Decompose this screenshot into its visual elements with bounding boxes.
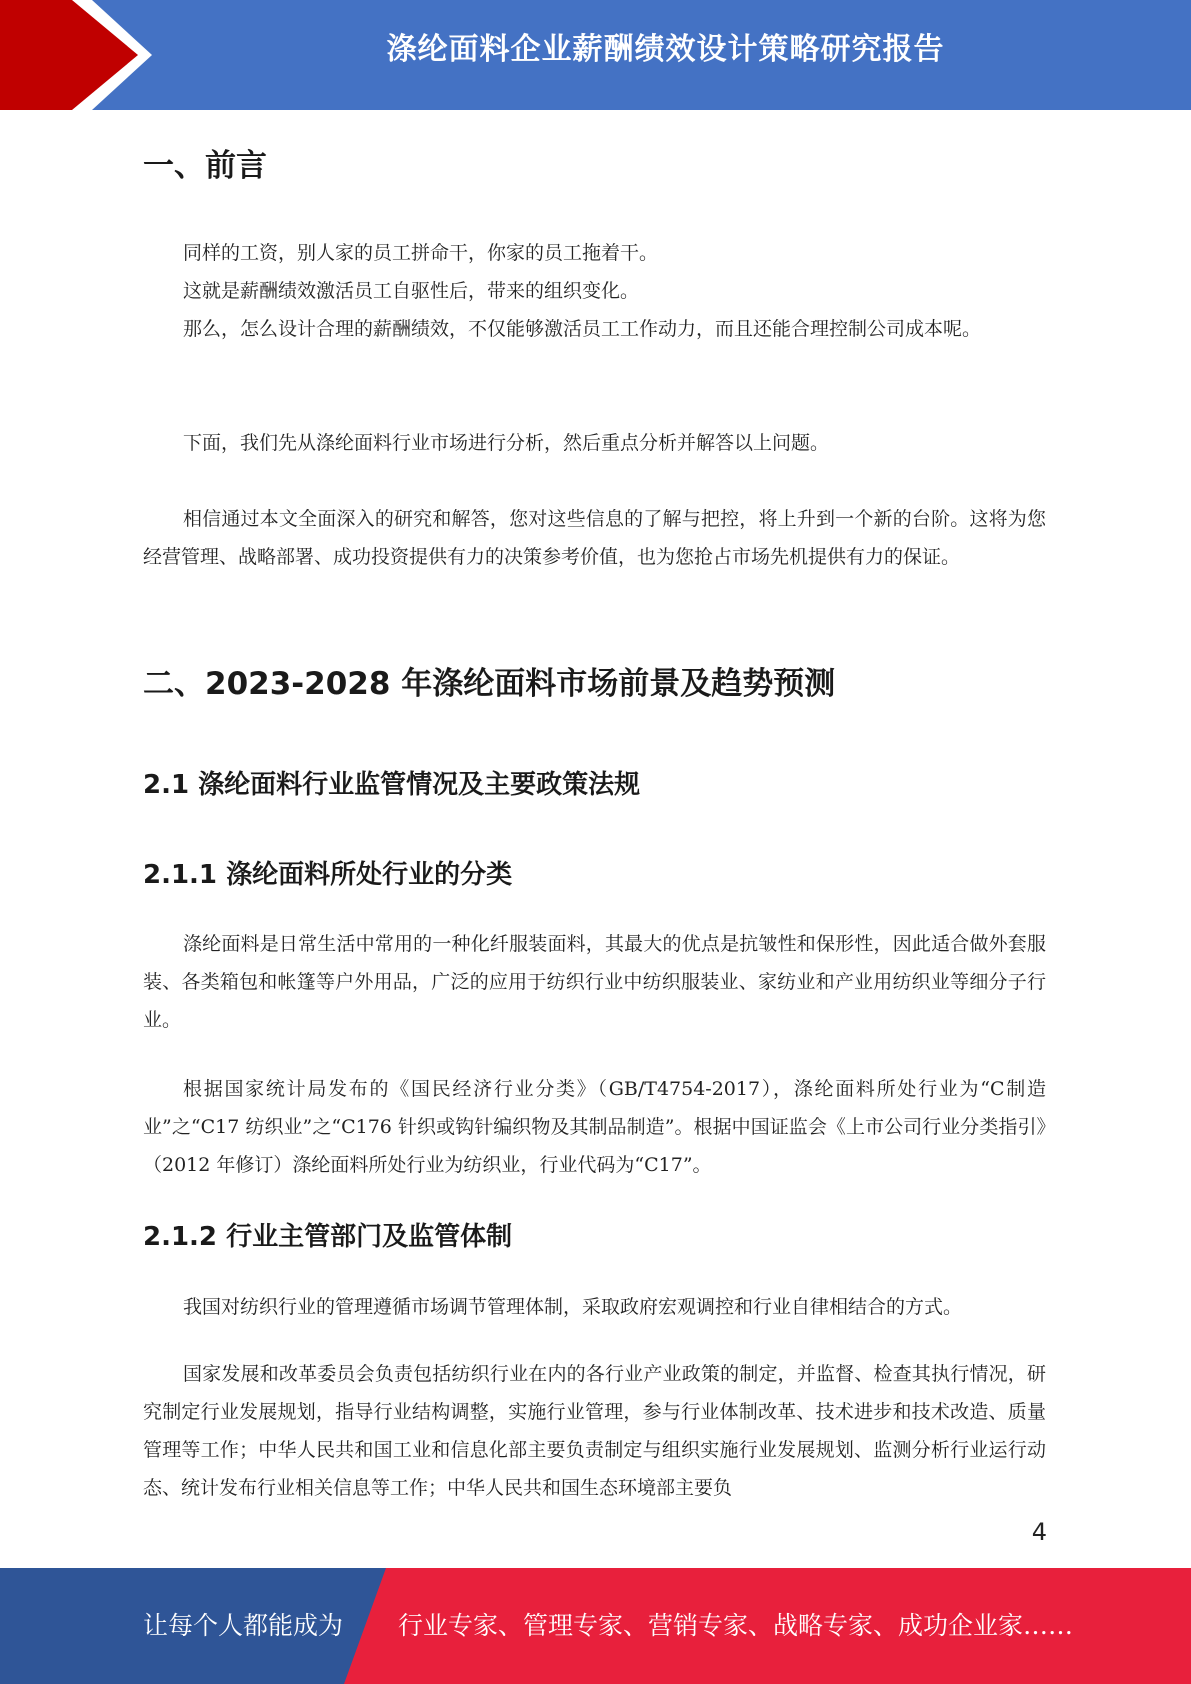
paragraph: 下面，我们先从涤纶面料行业市场进行分析，然后重点分析并解答以上问题。 <box>183 432 830 454</box>
report-title: 涤纶面料企业薪酬绩效设计策略研究报告 <box>386 32 945 67</box>
paragraph: 这就是薪酬绩效激活员工自驱性后，带来的组织变化。 <box>183 280 640 302</box>
paragraph: 根据国家统计局发布的《国民经济行业分类》（GB/T4754-2017），涤纶面料所处行业为“C制造业”之“C17 纺织业”之“C176 针织或钩针编织物及其制品制造”。根据中国证监会《上市公司行业分类指引》（2012 年修订）涤纶面料所处行业为纺织业，行业代码为“C17”。 <box>143 1078 1046 1176</box>
page-number: 4 <box>1031 1518 1047 1546</box>
footer-slogan-right: 行业专家、管理专家、营销专家、战略专家、成功企业家…… <box>398 1611 1074 1640</box>
subsection-title-authority: 2.1.2 行业主管部门及监管体制 <box>143 1222 513 1252</box>
header-banner <box>0 0 1191 110</box>
footer-banner <box>0 1568 1191 1684</box>
footer-slogan-left: 让每个人都能成为 <box>143 1611 344 1640</box>
section-title-preface: 一、前言 <box>143 148 267 184</box>
paragraph: 国家发展和改革委员会负责包括纺织行业在内的各行业产业政策的制定，并监督、检查其执行情况，研究制定行业发展规划，指导行业结构调整，实施行业管理，参与行业体制改革、技术进步和技术改造、质量管理等工作；中华人民共和国工业和信息化部主要负责制定与组织实施行业发展规划、监测分析行业运行动态、统计发布行业相关信息等工作；中华人民共和国生态环境部主要负 <box>143 1363 1046 1499</box>
section-title-forecast: 二、2023-2028 年涤纶面料市场前景及趋势预测 <box>143 666 836 702</box>
paragraph: 涤纶面料是日常生活中常用的一种化纤服装面料，其最大的优点是抗皱性和保形性，因此适合做外套服装、各类箱包和帐篷等户外用品，广泛的应用于纺织行业中纺织服装业、家纺业和产业用纺织业等细分子行业。 <box>143 933 1046 1031</box>
subsection-title-classification: 2.1.1 涤纶面料所处行业的分类 <box>143 860 513 890</box>
paragraph: 那么，怎么设计合理的薪酬绩效，不仅能够激活员工工作动力，而且还能合理控制公司成本呢。 <box>183 318 982 340</box>
paragraph: 我国对纺织行业的管理遵循市场调节管理体制，采取政府宏观调控和行业自律相结合的方式。 <box>183 1296 963 1318</box>
subsection-title-regulation: 2.1 涤纶面料行业监管情况及主要政策法规 <box>143 770 641 800</box>
paragraph: 相信通过本文全面深入的研究和解答，您对这些信息的了解与把控，将上升到一个新的台阶。这将为您经营管理、战略部署、成功投资提供有力的决策参考价值，也为您抢占市场先机提供有力的保证。 <box>143 508 1046 568</box>
paragraph: 同样的工资，别人家的员工拼命干，你家的员工拖着干。 <box>183 242 659 264</box>
